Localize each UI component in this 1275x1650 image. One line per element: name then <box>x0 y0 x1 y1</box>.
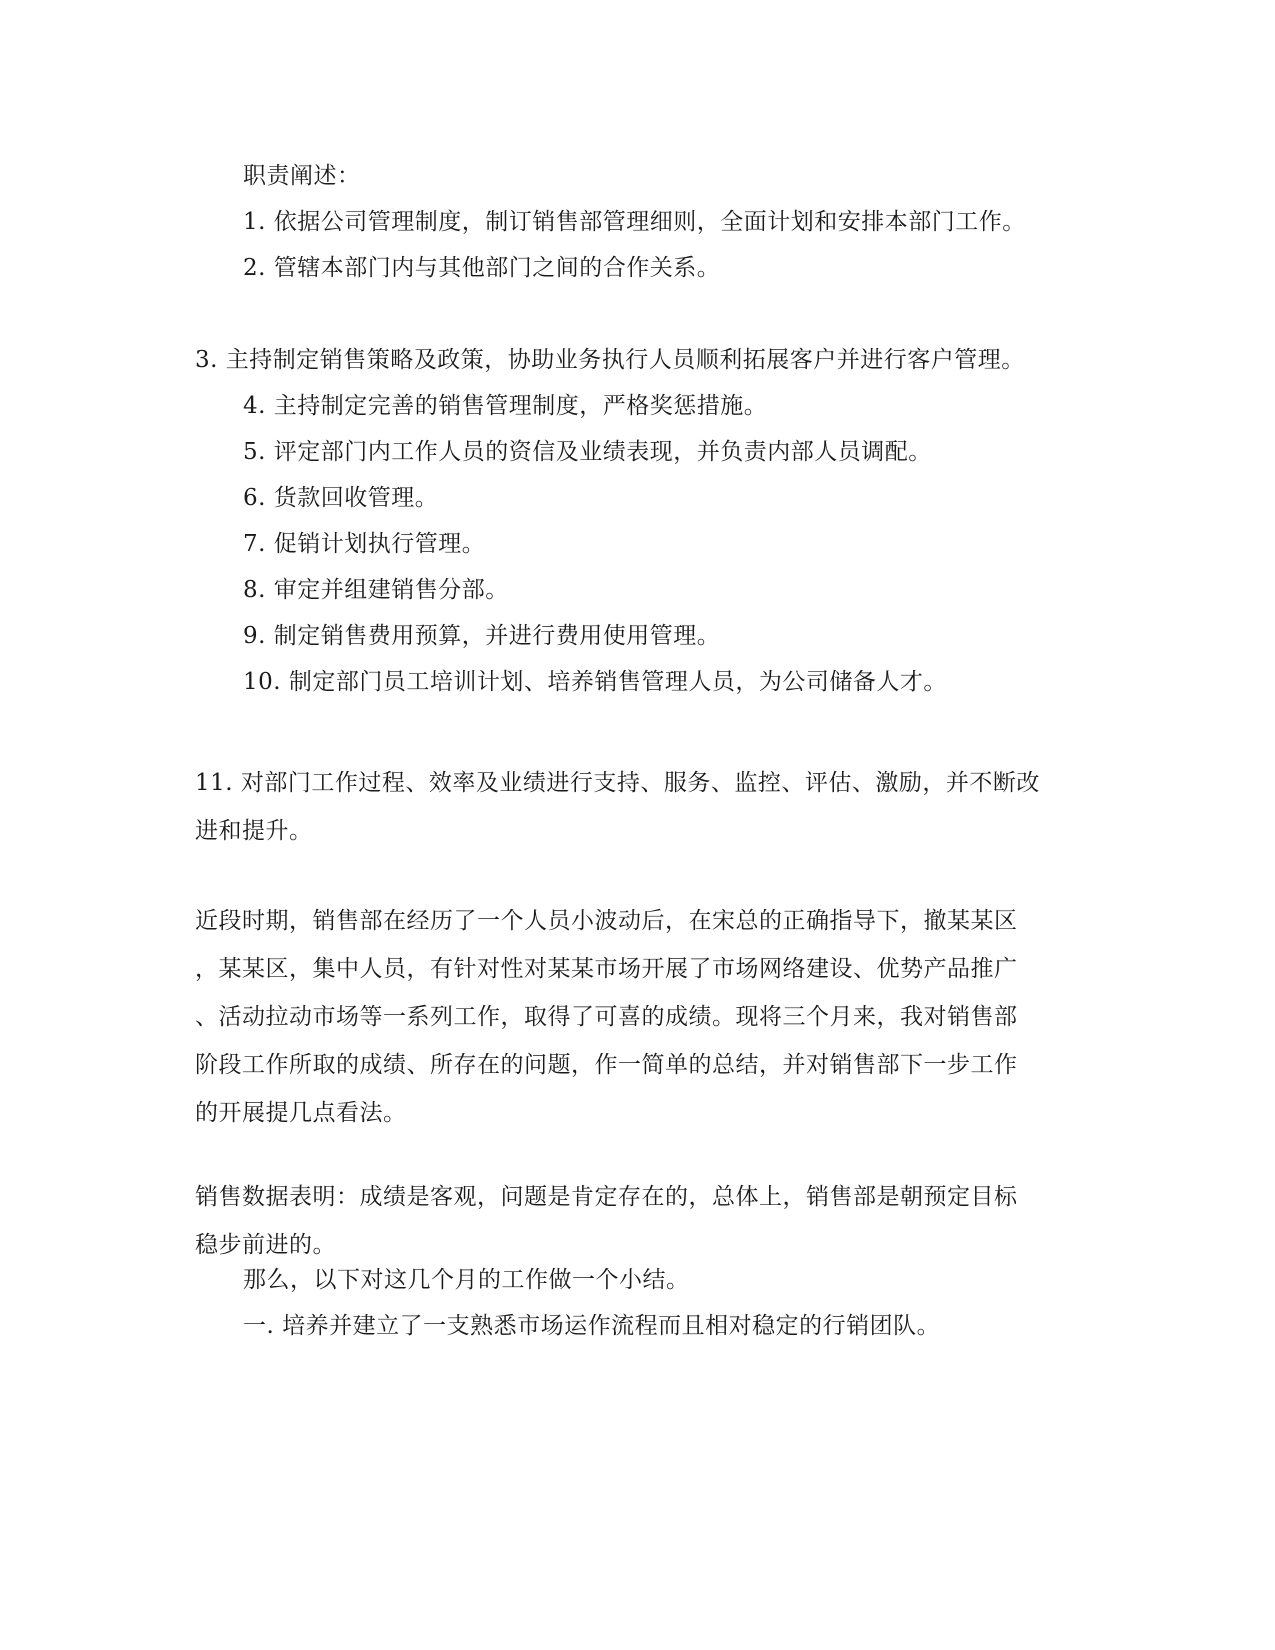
duty-item-9: 9. 制定销售费用预算，并进行费用使用管理。 <box>243 623 721 649</box>
duty-item-5: 5. 评定部门内工作人员的资信及业绩表现，并负责内部人员调配。 <box>243 439 932 465</box>
duty-item-3: 3. 主持制定销售策略及政策，协助业务执行人员顺利拓展客户并进行客户管理。 <box>195 347 1025 373</box>
duty-item-11 <box>195 759 1075 855</box>
duty-item-11-line-1: 11. 对部门工作过程、效率及业绩进行支持、服务、监控、评估、激励，并不断改 <box>195 770 1040 796</box>
paragraph-recent-line-1: 近段时期，销售部在经历了一个人员小波动后，在宋总的正确指导下，撤某某区 <box>195 908 1018 934</box>
duty-item-10: 10. 制定部门员工培训计划、培养销售管理人员，为公司储备人才。 <box>243 669 947 695</box>
paragraph-recent-line-3: 、活动拉动市场等一系列工作，取得了可喜的成绩。现将三个月来，我对销售部 <box>195 1004 1018 1030</box>
paragraph-recent-period <box>195 897 1075 1137</box>
paragraph-sales-data <box>195 1173 1075 1269</box>
paragraph-recent-line-4: 阶段工作所取的成绩、所存在的问题，作一简单的总结，并对销售部下一步工作 <box>195 1052 1018 1078</box>
duty-item-7: 7. 促销计划执行管理。 <box>243 531 486 557</box>
duty-item-6: 6. 货款回收管理。 <box>243 485 439 511</box>
paragraph-recent-line-2: ，某某区，集中人员，有针对性对某某市场开展了市场网络建设、优势产品推广 <box>195 956 1018 982</box>
duty-item-2: 2. 管辖本部门内与其他部门之间的合作关系。 <box>243 255 721 281</box>
paragraph-sales-data-line-1: 销售数据表明：成绩是客观，问题是肯定存在的，总体上，销售部是朝预定目标 <box>195 1184 1018 1210</box>
paragraph-recent-line-5: 的开展提几点看法。 <box>195 1100 407 1126</box>
duty-item-8: 8. 审定并组建销售分部。 <box>243 577 509 603</box>
paragraph-sales-data-line-2: 稳步前进的。 <box>195 1232 336 1258</box>
duty-item-4: 4. 主持制定完善的销售管理制度，严格奖惩措施。 <box>243 393 768 419</box>
duty-item-11-line-2: 进和提升。 <box>195 818 313 844</box>
duty-heading: 职责阐述： <box>243 163 361 189</box>
duty-item-1: 1. 依据公司管理制度，制订销售部管理细则，全面计划和安排本部门工作。 <box>243 209 1026 235</box>
summary-intro: 那么，以下对这几个月的工作做一个小结。 <box>243 1267 690 1293</box>
section-one-heading: 一. 培养并建立了一支熟悉市场运作流程而且相对稳定的行销团队。 <box>243 1313 941 1339</box>
